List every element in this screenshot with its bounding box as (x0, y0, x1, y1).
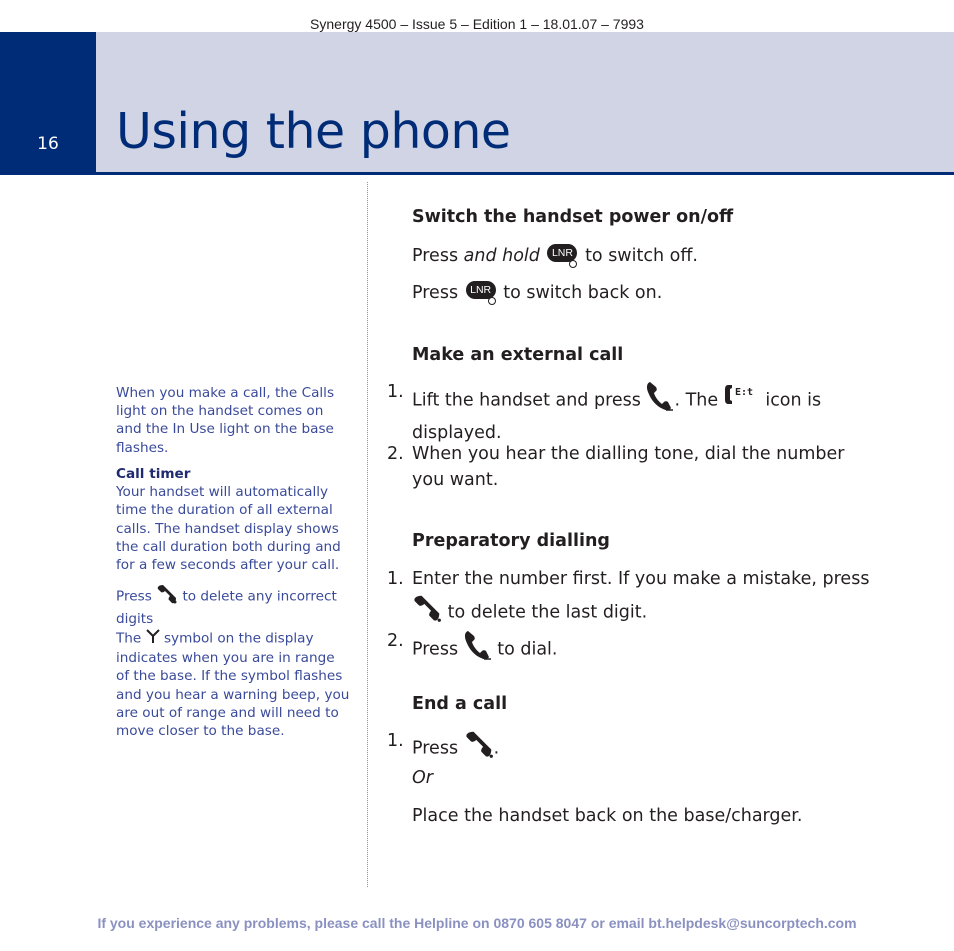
delete-tip-text: to delete any incorrect digits (116, 588, 337, 628)
switch-on-text: to switch back on. (503, 283, 663, 303)
document-reference: Synergy 4500 – Issue 5 – Edition 1 – 18.01.07 – 7993 (310, 16, 644, 32)
helpline-phone: 0870 605 8047 (493, 915, 587, 931)
footer-text: If you experience any problems, please call the Helpline on (97, 915, 490, 931)
signal-tip-text: symbol on the display indicates when you are in range of the base. If the symbol flashes and you hear a warning beep, you are out of range and will need to move closer to the base. (116, 630, 350, 740)
preparatory-step-1 (412, 567, 882, 631)
ext-display-icon (724, 383, 760, 418)
preparatory-step-2 (412, 629, 882, 670)
step-text: icon is displayed. (412, 390, 822, 443)
power-on-instruction (412, 280, 662, 307)
title-rule (0, 172, 954, 175)
lnr-power-key-icon: LNR (464, 280, 498, 306)
step-text: to delete the last digit. (447, 601, 648, 622)
sidebar-note-calls-light: When you make a call, the Calls light on the handset comes on and the In Use light on the base flashes. (116, 385, 335, 456)
end-alternative: Place the handset back on the base/charger. (412, 806, 803, 826)
external-step-1 (412, 380, 882, 446)
step-text: Press (412, 639, 459, 660)
end-call-key-icon (156, 583, 178, 610)
helpline-footer (0, 915, 954, 931)
and-hold-text: and hold (463, 246, 540, 266)
end-call-key-icon (464, 729, 494, 768)
press-word: Press (412, 283, 459, 303)
the-word: The (116, 630, 142, 647)
or-text: Or (412, 768, 433, 788)
external-step-2: When you hear the dialling tone, dial the number you want. (412, 444, 845, 490)
sidebar-delete-tip (116, 583, 350, 628)
page-number: 16 (37, 134, 59, 154)
step-text: . The (674, 390, 719, 411)
footer-text: or email (590, 915, 645, 931)
talk-key-icon (464, 629, 492, 670)
press-word: Press (412, 246, 459, 266)
call-timer-heading: Call timer (116, 466, 191, 482)
page-title: Using the phone (116, 103, 511, 160)
power-off-instruction (412, 243, 698, 270)
end-call-key-icon (412, 593, 442, 632)
sidebar-signal-tip (116, 628, 350, 740)
svg-text:E:t: E:t (734, 387, 753, 398)
step-number: 1. (387, 569, 404, 589)
step-number: 1. (387, 731, 404, 751)
sidebar-call-timer (116, 465, 350, 574)
column-divider (367, 182, 368, 887)
power-heading: Switch the handset power on/off (412, 207, 734, 227)
step-text: to dial. (497, 639, 558, 660)
step-number: 2. (387, 631, 404, 651)
step-text: . (493, 738, 500, 759)
step-text: Press (412, 738, 459, 759)
external-call-heading: Make an external call (412, 345, 624, 365)
step-text: Lift the handset and press (412, 390, 641, 411)
step-number: 2. (387, 444, 404, 464)
call-timer-text: Your handset will automatically time the duration of all external calls. The handset display shows the call duration both during and for a few seconds after your call. (116, 484, 341, 574)
step-number: 1. (387, 382, 404, 402)
talk-key-icon (646, 380, 674, 421)
end-step-1 (412, 729, 882, 768)
preparatory-heading: Preparatory dialling (412, 531, 610, 551)
switch-off-text: to switch off. (585, 246, 698, 266)
antenna-icon (146, 628, 160, 649)
press-word: Press (116, 588, 152, 605)
helpdesk-email[interactable]: bt.helpdesk@suncorptech.com (648, 915, 857, 931)
lnr-power-key-icon: LNR (545, 243, 579, 269)
step-text: Enter the number first. If you make a mistake, press (412, 569, 870, 589)
end-call-heading: End a call (412, 694, 508, 714)
